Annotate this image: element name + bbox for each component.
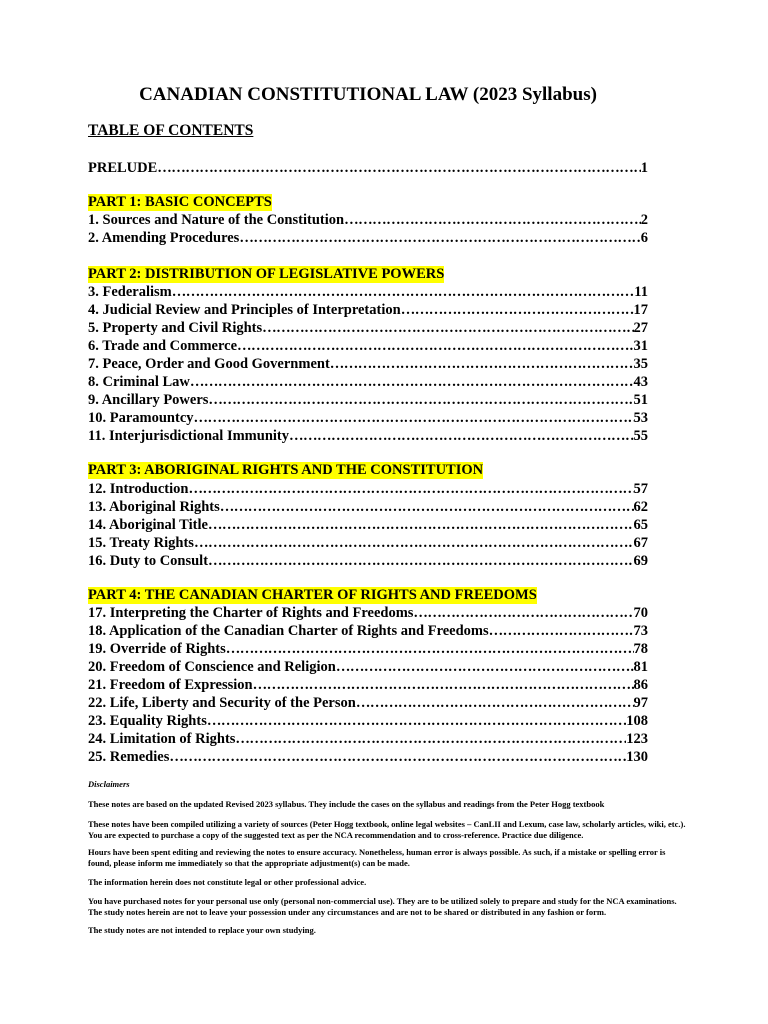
toc-leader-dots [289,428,634,445]
toc-entry-page: 67 [633,535,648,551]
toc-entry-page: 123 [626,731,648,747]
disclaimer-paragraph: The study notes are not intended to replace your own studying. [88,925,316,935]
toc-entry-label: 19. Override of Rights [88,641,226,657]
toc-entry-page: 97 [633,695,648,711]
toc-entry-page: 11 [634,284,648,300]
toc-leader-dots [401,302,634,319]
toc-entry-label: 10. Paramountcy [88,410,194,426]
toc-entry-page: 2 [640,212,648,228]
disclaimer-paragraph: These notes are based on the updated Revised 2023 syllabus. They include the cases on the syllabus and readings from the Peter Hogg textbook [88,799,605,809]
toc-entry-page: 17 [633,302,648,318]
toc-entry-page: 43 [633,374,648,390]
part-heading: PART 4: THE CANADIAN CHARTER OF RIGHTS AND FREEDOMS [88,587,537,603]
toc-entry-label: 3. Federalism [88,284,172,300]
toc-entry-label: 9. Ancillary Powers [88,392,209,408]
toc-leader-dots [253,677,634,694]
toc-entry-label: 17. Interpreting the Charter of Rights and Freedoms [88,605,414,621]
toc-entry-page: 86 [633,677,648,693]
disclaimer-paragraph: The information herein does not constitute legal or other professional advice. [88,877,367,887]
toc-entry-page: 108 [626,713,648,729]
toc-leader-dots [172,284,635,301]
toc-entry-label: 23. Equality Rights [88,713,207,729]
toc-entry-page: 53 [633,410,648,426]
toc-entry[interactable] [88,428,648,446]
toc-entry-label: 8. Criminal Law [88,374,190,390]
toc-entry-page: 70 [633,605,648,621]
toc-entry-page: 31 [633,338,648,354]
toc-leader-dots [194,535,634,552]
toc-entry-label: 18. Application of the Canadian Charter of Rights and Freedoms [88,623,489,639]
toc-entry-page: 55 [633,428,648,444]
toc-entry[interactable] [88,356,648,374]
toc-entry-label: 1. Sources and Nature of the Constitution [88,212,345,228]
disclaimer-paragraph: These notes have been compiled utilizing a variety of sources (Peter Hogg textbook, online legal websites – CanLII and Lexum, case law, scholarly articles, wiki, etc.). You are expected to purchase a copy of the suggested text as per the NCA recommendation and to cross-reference. Practice due diligence. [88,819,686,840]
toc-entry[interactable] [88,713,648,731]
document-title: CANADIAN CONSTITUTIONAL LAW (2023 Syllabus) [139,84,597,105]
toc-leader-dots [190,374,634,391]
toc-entry[interactable] [88,623,648,641]
toc-entry-label: 24. Limitation of Rights [88,731,236,747]
toc-entry-page: 130 [626,749,648,765]
toc-leader-dots [330,356,634,373]
toc-entry-label: 16. Duty to Consult [88,553,209,569]
toc-entry[interactable] [88,535,648,553]
toc-entry-label: 13. Aboriginal Rights [88,499,220,515]
toc-leader-dots [220,499,634,516]
toc-leader-dots [235,731,626,748]
toc-entry-page: 62 [633,499,648,515]
toc-entry[interactable] [88,230,648,248]
disclaimer-paragraph: You have purchased notes for your personal use only (personal non-commercial use). They are to be utilized solely to prepare and study for the NCA examinations. The study notes herein are not to leave your possession under any circumstances and are not to be shared or distributed in any fashion or form. [88,896,677,917]
toc-leader-dots [489,623,634,640]
toc-leader-dots [157,160,640,177]
toc-entry-label: 7. Peace, Order and Good Government [88,356,330,372]
toc-heading: TABLE OF CONTENTS [88,122,254,139]
toc-leader-dots [336,659,634,676]
toc-leader-dots [208,517,634,534]
toc-leader-dots [262,320,633,337]
toc-leader-dots [194,410,634,427]
toc-entry-page: 27 [633,320,648,336]
toc-entry-page: 78 [633,641,648,657]
toc-leader-dots [169,749,626,766]
toc-entry[interactable] [88,320,648,338]
toc-entry[interactable] [88,731,648,749]
toc-entry-page: 6 [640,230,648,246]
toc-entry[interactable] [88,338,648,356]
toc-entry[interactable] [88,517,648,535]
toc-entry-label: 5. Property and Civil Rights [88,320,263,336]
toc-entry[interactable] [88,392,648,410]
toc-entry[interactable] [88,695,648,713]
toc-entry-page: 69 [633,553,648,569]
part-heading: PART 3: ABORIGINAL RIGHTS AND THE CONSTITUTION [88,462,484,478]
toc-entry-label: 21. Freedom of Expression [88,677,253,693]
toc-entry[interactable] [88,641,648,659]
toc-leader-dots [226,641,634,658]
toc-entry[interactable] [88,374,648,392]
toc-leader-dots [188,481,633,498]
toc-leader-dots [207,713,626,730]
toc-entry-page: 73 [633,623,648,639]
toc-entry[interactable] [88,553,648,571]
toc-entry[interactable] [88,410,648,428]
toc-entry-label: 20. Freedom of Conscience and Religion [88,659,336,675]
toc-leader-dots [208,553,633,570]
disclaimer-paragraph: Hours have been spent editing and reviewing the notes to ensure accuracy. Nonetheless, human error is always possible. As such, if a mistake or spelling error is found, please inform me immediately so that the appropriate adjustment(s) can be made. [88,847,666,868]
toc-entry-label: 25. Remedies [88,749,170,765]
toc-leader-dots [344,212,641,229]
part-heading: PART 1: BASIC CONCEPTS [88,194,272,210]
toc-entry-label: 22. Life, Liberty and Security of the Person [88,695,356,711]
toc-entry-label: 15. Treaty Rights [88,535,194,551]
toc-entry-page: 81 [633,659,648,675]
toc-entry[interactable] [88,284,648,302]
toc-entry[interactable] [88,481,648,499]
toc-entry-label: 6. Trade and Commerce [88,338,238,354]
toc-entry[interactable] [88,659,648,677]
toc-entry[interactable] [88,677,648,695]
toc-entry-label: 11. Interjurisdictional Immunity [88,428,289,444]
disclaimers-title: Disclaimers [88,779,130,789]
toc-leader-dots [208,392,633,409]
toc-leader-dots [239,230,640,247]
toc-entry[interactable] [88,749,648,767]
toc-entry-page: 1 [640,160,648,176]
toc-entry-label: 12. Introduction [88,481,189,497]
toc-entry[interactable] [88,605,648,623]
toc-entry-page: 35 [633,356,648,372]
toc-entry-label: PRELUDE [88,160,158,176]
toc-entry-page: 51 [633,392,648,408]
toc-entry[interactable] [88,499,648,517]
toc-entry-label: 14. Aboriginal Title [88,517,208,533]
toc-leader-dots [413,605,633,622]
toc-leader-dots [237,338,633,355]
toc-entry-label: 2. Amending Procedures [88,230,240,246]
toc-entry[interactable] [88,302,648,320]
toc-leader-dots [356,695,634,712]
toc-entry-page: 57 [633,481,648,497]
toc-entry[interactable] [88,212,648,230]
toc-entry-label: 4. Judicial Review and Principles of Interpretation [88,302,401,318]
toc-entry-page: 65 [633,517,648,533]
toc-entry-prelude[interactable] [88,160,648,178]
part-heading: PART 2: DISTRIBUTION OF LEGISLATIVE POWERS [88,266,445,282]
